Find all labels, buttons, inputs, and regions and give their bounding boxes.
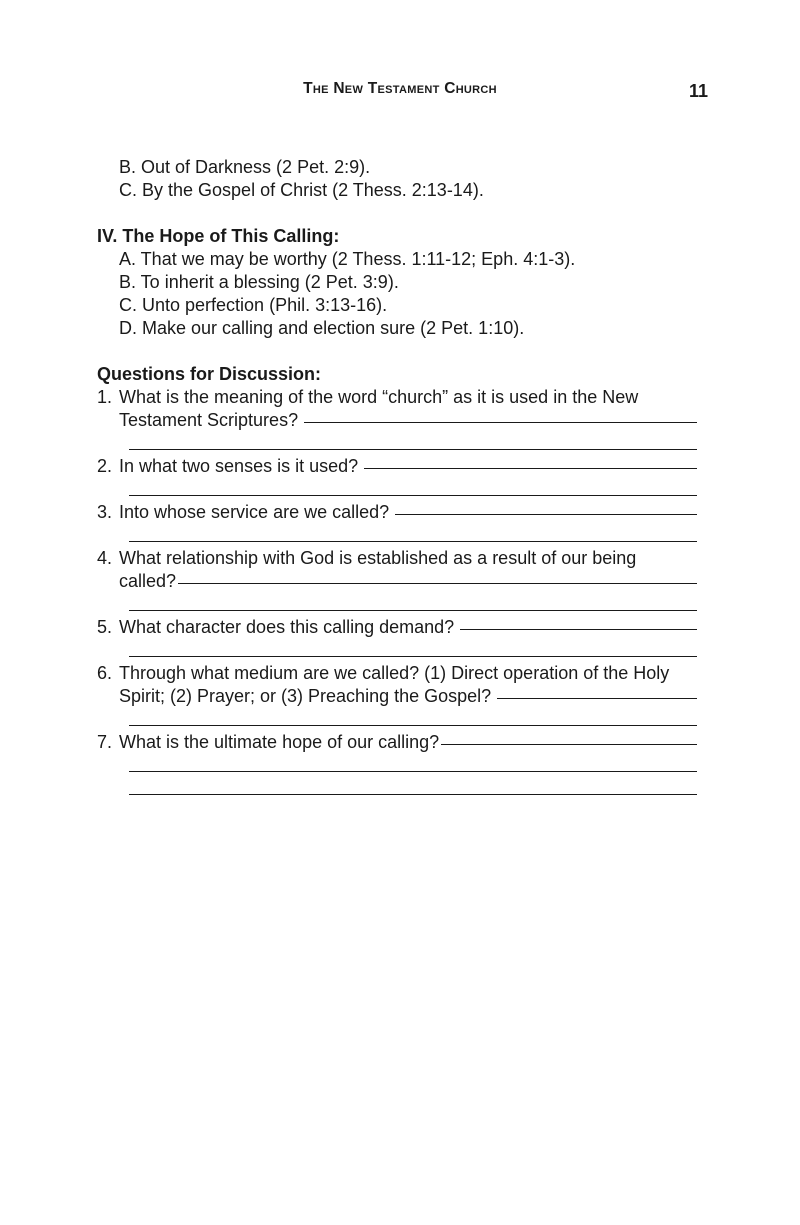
question-text: What character does this calling demand? [119,617,455,637]
question-text: Spirit; (2) Prayer; or (3) Preaching the Gospel? [119,686,492,706]
answer-line[interactable] [129,519,697,542]
question-number: 4. [97,548,113,568]
answer-line[interactable] [129,473,697,496]
question-text: In what two senses is it used? [119,456,359,476]
question-text: Into whose service are we called? [119,502,390,522]
list-item: C. Unto perfection (Phil. 3:13-16). [119,295,388,315]
question-number: 3. [97,502,113,522]
answer-line[interactable] [129,772,697,795]
discussion-heading: Questions for Discussion: [97,364,322,384]
answer-line[interactable] [395,514,697,515]
page-number: 11 [688,81,708,101]
question-text: What relationship with God is established as a result of our being [119,548,637,568]
question-text: What is the meaning of the word “church” as it is used in the New [119,387,639,407]
answer-line[interactable] [304,422,697,423]
list-item: D. Make our calling and election sure (2 Pet. 1:10). [119,318,525,338]
page-body [97,156,697,800]
list-item: C. By the Gospel of Christ (2 Thess. 2:13-14). [119,180,484,200]
question-text: called? [119,571,177,591]
section-heading-iv: IV. The Hope of This Calling: [97,226,340,246]
question-number: 1. [97,387,113,407]
answer-line[interactable] [129,749,697,772]
list-item: B. To inherit a blessing (2 Pet. 3:9). [119,272,399,292]
question-6 [97,662,697,708]
answer-line[interactable] [441,744,697,745]
question-1 [97,386,697,432]
answer-line[interactable] [129,588,697,611]
answer-line[interactable] [364,468,697,469]
answer-line[interactable] [178,583,697,584]
answer-line[interactable] [129,703,697,726]
question-4 [97,547,697,593]
answer-line[interactable] [129,427,697,450]
list-item: B. Out of Darkness (2 Pet. 2:9). [119,157,371,177]
running-head: The New Testament Church [303,80,497,97]
question-text: What is the ultimate hope of our calling? [119,732,440,752]
question-text: Through what medium are we called? (1) Direct operation of the Holy [119,663,670,683]
question-number: 6. [97,663,113,683]
question-number: 5. [97,617,113,637]
question-text: Testament Scriptures? [119,410,299,430]
answer-line[interactable] [460,629,697,630]
list-item: A. That we may be worthy (2 Thess. 1:11-12; Eph. 4:1-3). [119,249,576,269]
answer-line[interactable] [129,634,697,657]
question-number: 7. [97,732,113,752]
question-number: 2. [97,456,113,476]
answer-line[interactable] [497,698,697,699]
